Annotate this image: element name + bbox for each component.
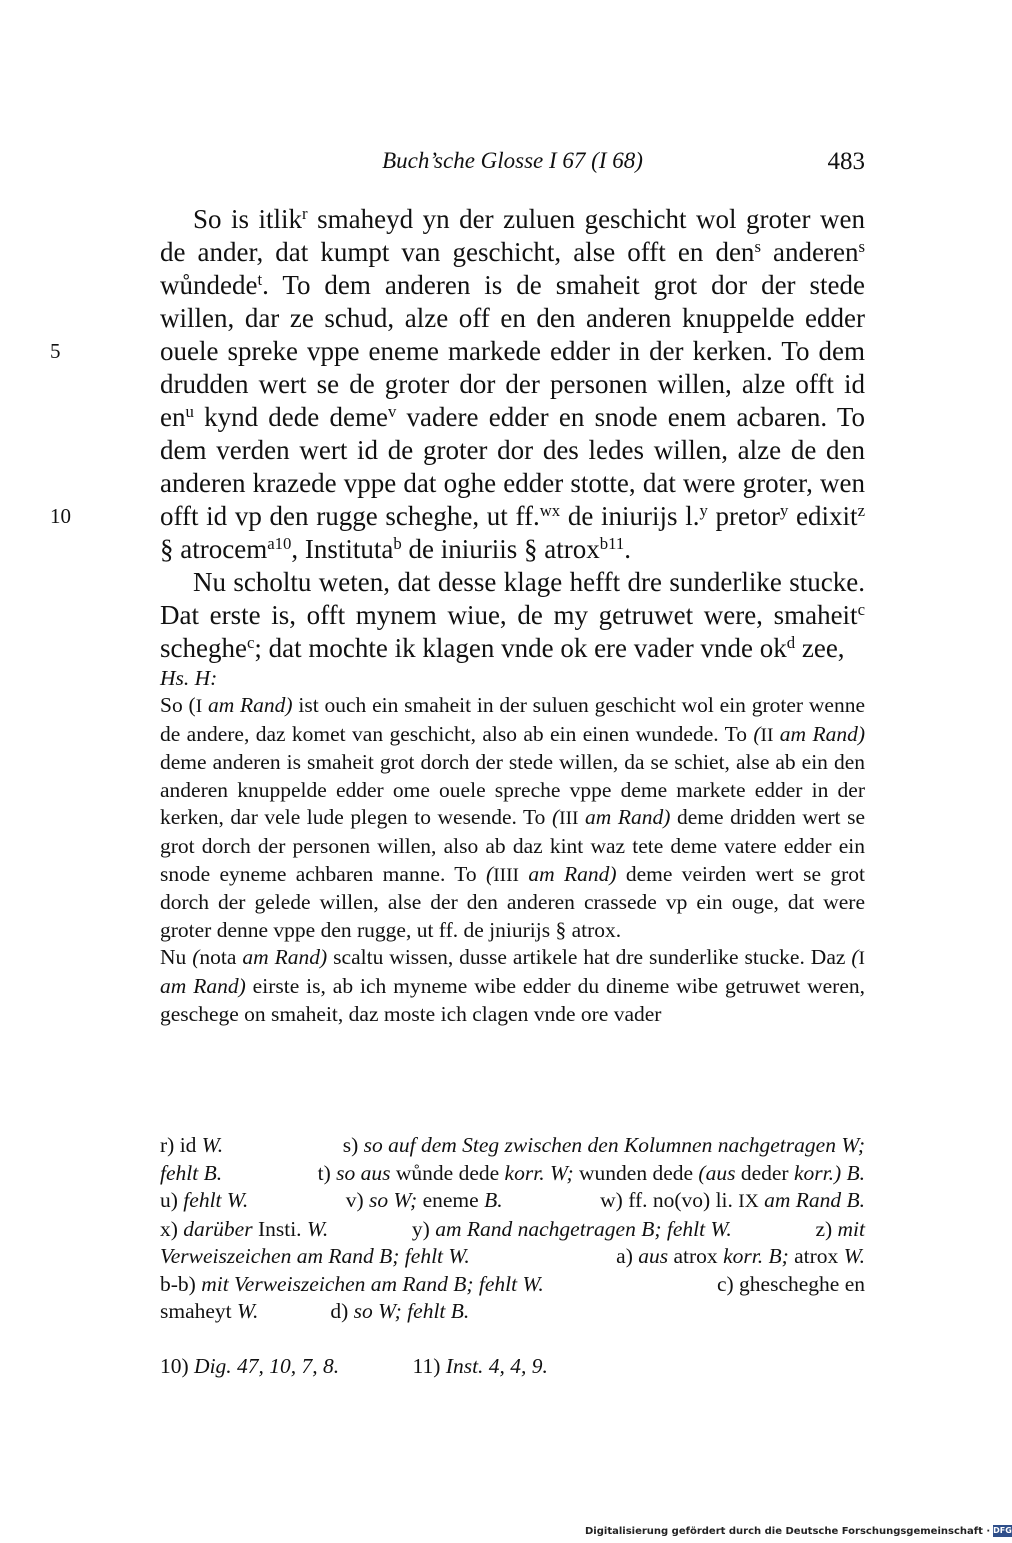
paren: (: [486, 861, 494, 886]
paren: (: [851, 945, 859, 970]
text-run: nota: [199, 945, 237, 970]
paren: (: [753, 721, 761, 746]
text-run: deme dridden wert se grot dorch der personen willen, also ab daz kint waz tete deme vatere edder ein snode eyneme achbaren manne. To: [160, 805, 865, 886]
footnote-mark: s: [858, 236, 865, 256]
margin-note: am Rand): [773, 721, 865, 746]
apparatus-line: [160, 1187, 865, 1216]
note-u: u) fehlt W.: [160, 1188, 249, 1212]
text-run: , Instituta: [291, 534, 394, 564]
text-run: kynd dede deme: [193, 402, 388, 432]
main-text: [50, 203, 865, 665]
note-z: z) mit: [815, 1216, 865, 1241]
text-run: vadere edder en snode enem acbaren. To dem verden wert id de groter dor des ledes willen, alze de den anderen krazede vppe dat oghe edder stotte, dat were groter, wen offt id vp den rugge scheghe, ut ff.: [160, 402, 865, 531]
text-run: smaheyd yn der zuluen geschicht wol groter wen de ander, dat kumpt van geschicht, alse offt en den: [160, 204, 865, 267]
main-paragraph-1: [50, 203, 865, 566]
apparatus-line: [160, 1298, 865, 1326]
footnote-mark: b: [393, 533, 402, 553]
roman-numeral: I: [858, 948, 865, 970]
text-run: wůndede: [160, 270, 258, 300]
footnote-mark: z: [857, 500, 865, 520]
footnote-mark: wx: [539, 500, 561, 520]
paren: (: [552, 805, 560, 830]
page-number: 483: [827, 148, 865, 175]
line-number-5: 5: [50, 339, 61, 363]
text-run: . To dem anderen is de smaheit grot dor der stede willen, dar ze schud, alze off en den anderen knuppelde edder ouele spreke vppe eneme markede edder in der kerken. To dem drudden wert se de groter dor der personen willen, alze offt id en: [160, 270, 865, 432]
manuscript-paragraph-1: [160, 692, 865, 944]
apparatus-line: [160, 1243, 865, 1271]
note-t: t) so aus wůnde dede korr. W; wunden dede (aus deder korr.) B.: [317, 1160, 865, 1185]
apparatus-line: [160, 1160, 865, 1188]
credit-text: Digitalisierung gefördert durch die Deutsche Forschungsgemeinschaft ·: [585, 1525, 991, 1537]
text-run: zee,: [795, 633, 845, 663]
text-run: deme anderen is smaheit grot dorch der stede willen, da se schiet, alse ab ein den anderen knuppelde edder ome ouele spreche vppe deme markete edder in der kerken, dar vele lude plegen to wesende. To: [160, 750, 865, 830]
margin-note: am Rand): [518, 861, 617, 886]
note-s: s) so auf dem Steg zwischen den Kolumnen nachgetragen W;: [342, 1133, 865, 1157]
main-paragraph-2: [160, 566, 865, 665]
text-run: anderen: [760, 237, 859, 267]
running-head: [160, 148, 865, 180]
note-y: y) am Rand nachgetragen B; fehlt W.: [411, 1216, 732, 1241]
text-run: Nu scholtu weten, dat desse klage hefft dre sunderlike stucke. Dat erste is, offt mynem wiue, de my getruwet were, smaheit: [160, 567, 865, 630]
text-run: ; dat mochte ik klagen vnde ok ere vader vnde ok: [254, 633, 787, 663]
apparatus-line: [160, 1216, 865, 1244]
margin-note: am Rand): [578, 805, 671, 830]
text-run: de iniurijs l.: [560, 501, 700, 531]
footnote-mark: a10: [267, 533, 292, 553]
digitization-credit: [585, 1524, 1012, 1538]
text-run: .: [624, 534, 631, 564]
manuscript-label: Hs. H:: [160, 666, 218, 690]
apparatus-line: [160, 1132, 865, 1160]
manuscript-h-section: [160, 665, 865, 1028]
note-b: b-b) mit Verweiszeichen am Rand B; fehlt W.: [160, 1271, 544, 1296]
note-c: c) ghescheghe en: [716, 1271, 865, 1296]
footnote-mark: r: [302, 203, 308, 223]
source-note-11: 11) Inst. 4, 4, 9.: [412, 1354, 548, 1378]
footnote-mark: c: [857, 599, 865, 619]
text-run: eirste is, ab ich myneme wibe edder du dineme wibe getruwet weren, geschege on smaheit, daz moste ich clagen vnde ore vader: [160, 973, 865, 1026]
text-run: So is itlik: [193, 204, 303, 234]
note-a: a) aus atrox korr. B; atrox W.: [616, 1244, 865, 1268]
text-run: ist ouch ein smaheit in der suluen geschicht wol ein groter wenne de andere, daz komet van geschicht, also ab ein einen wundede. To: [160, 693, 865, 746]
footnote-mark: s: [754, 236, 761, 256]
roman-numeral: IIII: [493, 864, 519, 886]
text-run: § atrocem: [160, 534, 268, 564]
text-run: deme veirden wert se grot dorch der gelede willen, alse der den anderen crassede vp ein ouge, dat were groter denne vppe den rugge, ut ff. de jniurijs § atrox.: [160, 861, 865, 942]
critical-apparatus: [160, 1132, 865, 1326]
manuscript-paragraph-2: [160, 944, 865, 1028]
note-w: w) ff. no(vo) li. IX am Rand B.: [600, 1188, 865, 1212]
line-number-10: 10: [50, 504, 71, 528]
source-note-10: 10) Dig. 47, 10, 7, 8.: [160, 1354, 340, 1378]
dfg-logo-icon: DFG: [993, 1526, 1012, 1535]
note-r: r) id W.: [160, 1133, 224, 1157]
footnote-mark: t: [257, 269, 263, 289]
margin-note: am Rand): [160, 973, 246, 998]
text-run: pretor: [707, 501, 780, 531]
apparatus-line: [160, 1271, 865, 1299]
note-d: d) so W; fehlt B.: [330, 1299, 470, 1323]
text-run: Nu: [160, 945, 193, 970]
note-z-cont: Verweiszeichen am Rand B; fehlt W.: [160, 1244, 470, 1268]
margin-note: am Rand): [236, 945, 328, 970]
note-c-cont: smaheyt W.: [160, 1299, 259, 1323]
source-notes: [160, 1352, 865, 1380]
roman-numeral: III: [559, 808, 579, 830]
paren: (: [192, 945, 200, 970]
text-run: scaltu wissen, dusse artikele hat dre sunderlike stucke. Daz: [327, 945, 852, 970]
text-run: scheghe: [160, 633, 247, 663]
footnote-mark: c: [246, 632, 255, 652]
roman-numeral: I: [195, 696, 203, 717]
footnote-mark: y: [780, 500, 789, 520]
text-run: de iniuriis § atrox: [401, 534, 600, 564]
footnote-mark: d: [786, 632, 796, 652]
running-title: Buch’sche Glosse I 67 (I 68): [382, 148, 643, 173]
footnote-mark: y: [699, 500, 708, 520]
text-run: So (: [160, 693, 196, 717]
footnote-mark: v: [387, 401, 397, 421]
text-run: edixit: [788, 501, 858, 531]
note-x: x) darüber Insti. W.: [160, 1216, 329, 1241]
footnote-mark: u: [185, 401, 194, 421]
note-s-cont: fehlt B.: [160, 1160, 223, 1185]
roman-numeral: II: [760, 724, 774, 746]
footnote-mark: b11: [599, 533, 625, 553]
margin-note: am Rand): [202, 693, 293, 717]
note-v: v) so W; eneme B.: [345, 1188, 503, 1212]
